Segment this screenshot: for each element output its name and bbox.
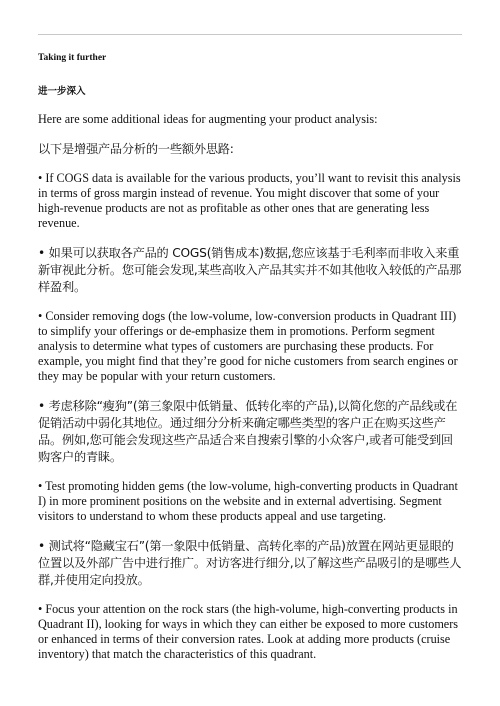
document-body [38, 52, 462, 676]
section-heading-zh: 进一步深入 [38, 86, 86, 97]
bullet-paragraph-en: • Test promoting hidden gems (the low-volume, high-converting products in Quadrant I) in more prominent positions on the website and in external advertising. Segment visitors to understand to whom these products appeal and use targeting. [38, 479, 458, 523]
bullet-paragraph-en: • Consider removing dogs (the low-volume, low-conversion products in Quadrant III) to simplify your offerings or de-emphasize them in promotions. Perform segment analysis to determine what types of customers are purchasing these products. For example, you might find that they’re good for niche customers from search engines or they may be popular with your return customers. [38, 309, 458, 383]
section-heading-en: Taking it further [38, 53, 107, 63]
bullet-paragraph-en: • Focus your attention on the rock stars (the high-volume, high-converting products in Quadrant II), looking for ways in which they can either be exposed to more customers or enhanced in terms of their conversion rates. Look at adding more products (cruise inventory) that match the characteristics of this quadrant. [38, 602, 459, 661]
bullet-paragraph-en: • If COGS data is available for the various products, you’ll want to revisit this analysis in terms of gross margin instead of revenue. You might discover that some of your high-revenue products are not as profitable as other ones that are generating less revenue. [38, 171, 461, 230]
bullet-paragraph-zh: • 如果可以获取各产品的 COGS(销售成本)数据,您应该基于毛利率而非收入来重新审视此分析。您可能会发现,某些高收入产品其实并不如其他收入较低的产品那样盈利。 [38, 246, 462, 294]
bullet-paragraph-zh: • 测试将“隐藏宝石”(第一象限中低销量、高转化率的产品)放置在网站更显眼的位置以及外部广告中进行推广。对访客进行细分,以了解这些产品吸引的是哪些人群,并使用定向投放。 [38, 539, 462, 587]
intro-paragraph-zh: 以下是增强产品分析的一些额外思路: [38, 142, 234, 156]
top-divider [38, 34, 462, 35]
intro-paragraph-en: Here are some additional ideas for augmenting your product analysis: [38, 112, 378, 126]
bullet-paragraph-zh: • 考虑移除“瘦狗”(第三象限中低销量、低转化率的产品),以简化您的产品线或在促销活动中弱化其地位。通过细分分析来确定哪些类型的客户正在购买这些产品。例如,您可能会发现这些产品适合来自搜索引擎的小众客户,或者可能受到回购客户的青睐。 [38, 399, 458, 464]
